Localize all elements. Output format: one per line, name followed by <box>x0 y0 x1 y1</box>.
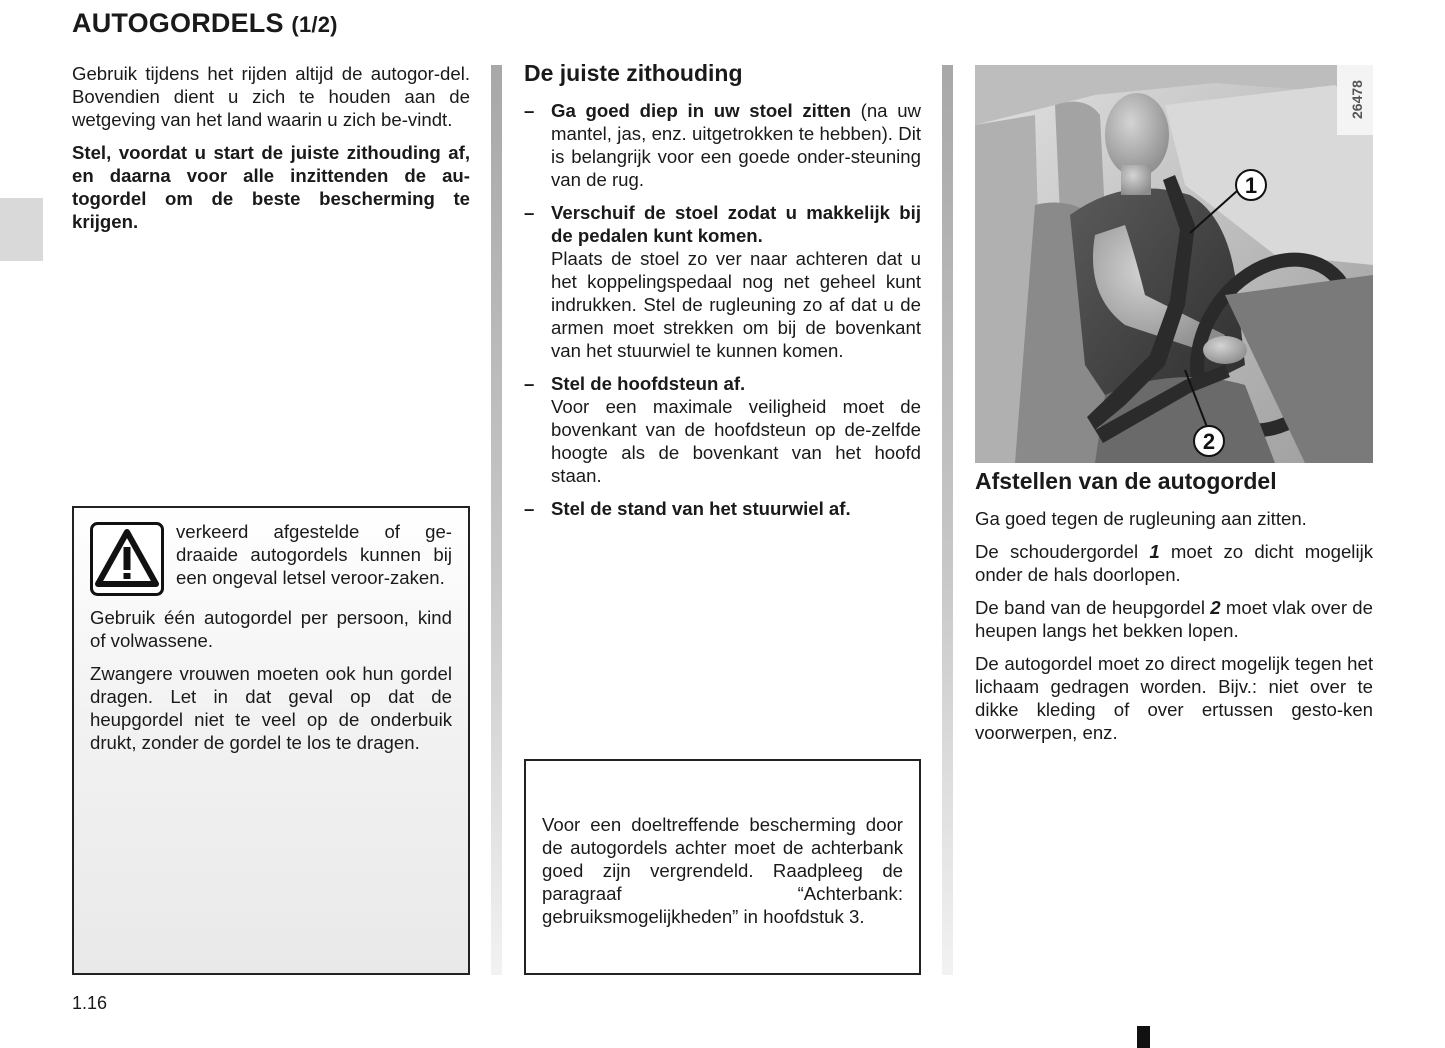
adjust-paragraph: De band van de heupgordel 2 moet vlak over de heupen langs het bekken lopen. <box>975 597 1373 641</box>
seating-heading: De juiste zithouding <box>524 60 743 86</box>
adjust-heading: Afstellen van de autogordel <box>975 468 1277 494</box>
warning-text-1: verkeerd afgestelde of ge-draaide autogordels kunnen bij een ongeval letsel veroor-zaken. <box>176 521 452 588</box>
chapter-tab <box>0 198 43 261</box>
adjust-section <box>975 468 1373 744</box>
list-item: – Ga goed diep in uw stoel zitten (na uw mantel, jas, enz. uitgetrokken te hebben). Dit is belangrijk voor een goede onder-steuning van de rug. <box>524 100 921 190</box>
column-divider-1 <box>491 65 502 975</box>
warning-triangle-icon <box>90 522 164 596</box>
callout-2-label: 2 <box>1202 429 1216 454</box>
intro-bold-paragraph: Stel, voordat u start de juiste zithouding af, en daarna voor alle inzittenden de au-togordel om de beste bescherming te krijgen. <box>72 142 470 232</box>
warning-text-2: Gebruik één autogordel per persoon, kind of volwassene. <box>90 607 452 651</box>
page-title-part: (1/2) <box>291 12 338 37</box>
note-box <box>524 759 921 975</box>
list-item: – Stel de hoofdsteun af. Voor een maximale veiligheid moet de bovenkant van de hoofdsteun op de-zelfde hoogte als de bovenkant van het hoofd staan. <box>524 373 921 486</box>
seatbelt-illustration <box>975 65 1373 463</box>
figure-ref: 26478 <box>1349 80 1365 119</box>
intro-section <box>72 62 470 233</box>
seating-section <box>524 60 921 530</box>
list-item: – Verschuif de stoel zodat u makkelijk bij de pedalen kunt komen. Plaats de stoel zo ver naar achteren dat u het koppelingspedaal nog net geheel kunt indrukken. Stel de rugleuning zo af dat u de armen moet strekken om bij de bovenkant van het stuurwiel te kunnen komen. <box>524 202 921 361</box>
adjust-paragraph: Ga goed tegen de rugleuning aan zitten. <box>975 508 1307 529</box>
intro-paragraph: Gebruik tijdens het rijden altijd de autogor-del. Bovendien dient u zich te houden aan de wetgeving van het land waarin u zich be-vindt. <box>72 63 470 130</box>
note-text: Voor een doeltreffende bescherming door de autogordels achter moet de achterbank goed zijn vergrendeld. Raadpleeg de paragraaf “Achterbank: gebruiksmogelijkheden” in hoofdstuk 3. <box>542 814 903 927</box>
page-title-main: AUTOGORDELS <box>72 8 284 38</box>
page-number: 1.16 <box>72 993 108 1013</box>
adjust-paragraph: De schoudergordel 1 moet zo dicht mogelijk onder de hals doorlopen. <box>975 541 1374 585</box>
seatbelt-photo <box>975 65 1373 463</box>
end-of-section-marker <box>1137 1026 1150 1048</box>
callout-1-label: 1 <box>1244 173 1258 198</box>
adjust-paragraph: De autogordel moet zo direct mogelijk tegen het lichaam gedragen worden. Bijv.: niet over te dikke kleding of over ertussen gesto-ken voorwerpen, enz. <box>975 653 1373 743</box>
page-title <box>72 8 338 39</box>
warning-box <box>72 506 470 975</box>
list-item: – Stel de stand van het stuurwiel af. <box>524 498 851 519</box>
warning-text-3: Zwangere vrouwen moeten ook hun gordel dragen. Let in dat geval op dat de heupgordel niet te veel op de onderbuik drukt, zonder de gordel te los te dragen. <box>90 663 452 753</box>
column-divider-2 <box>942 65 953 975</box>
